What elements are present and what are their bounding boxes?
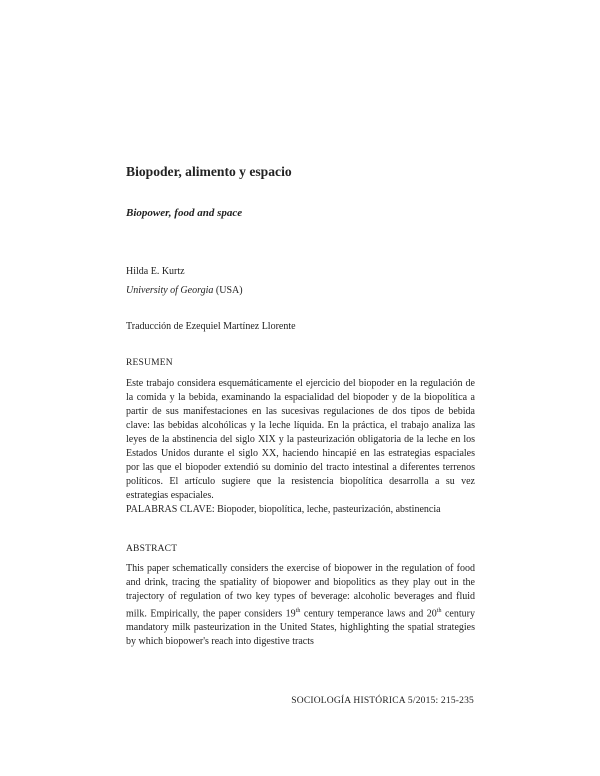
ordinal-superscript-2: th: [436, 608, 442, 614]
abstract-text-part-1: This paper schematically considers the exercise of biopower in the regulation of food and drink, tracing the spatiality of biopower and biopolitics as they play out in the trajectory of regulation of two key types of beverage: alcoholic beverages and fluid milk. Empirically, the paper considers 19: [126, 563, 475, 620]
affiliation-country: (USA): [215, 285, 243, 296]
translator-credit: Traducción de Ezequiel Martínez Llorente: [126, 321, 296, 332]
resumen-heading: RESUMEN: [126, 358, 173, 368]
article-subtitle: Biopower, food and space: [126, 207, 243, 219]
affiliation-institution: University of Georgia: [126, 285, 214, 296]
author-affiliation: [126, 285, 243, 296]
author-name: Hilda E. Kurtz: [126, 266, 185, 277]
abstract-text-part-3: century mandatory milk pasteurization in the United States, highlighting the spatial strategies by which biopower's reach into digestive tracts: [126, 608, 475, 648]
journal-footer: SOCIOLOGÍA HISTÓRICA 5/2015: 215-235: [291, 696, 474, 706]
resumen-text: Este trabajo considera esquemáticamente el ejercicio del biopoder en la regulación de la comida y la bebida, examinando la espacialidad del biopoder y de la biopolítica a partir de sus manifestaciones en las sucesivas regulaciones de dos tipos de bebida clave: las bebidas alcohólicas y la leche líquida. En la práctica, el trabajo analiza las leyes de la abstinencia del siglo XIX y la pasteurización obligatoria de la leche en los Estados Unidos durante el siglo XX, haciendo hincapié en las estrategias espaciales por las que el biopoder extendió su dominio del tracto intestinal a diferentes terrenos políticos. El artículo sugiere que la resistencia biopolítica desarrolla a su vez estrategias espaciales.: [126, 378, 475, 501]
abstract-text-part-2: century temperance laws and 20: [300, 608, 437, 620]
abstract-text: [126, 562, 475, 649]
article-title: Biopoder, alimento y espacio: [126, 164, 292, 179]
ordinal-superscript-1: th: [295, 608, 301, 614]
abstract-heading: ABSTRACT: [126, 544, 178, 554]
palabras-clave: PALABRAS CLAVE: Biopoder, biopolítica, leche, pasteurización, abstinencia: [126, 504, 441, 515]
